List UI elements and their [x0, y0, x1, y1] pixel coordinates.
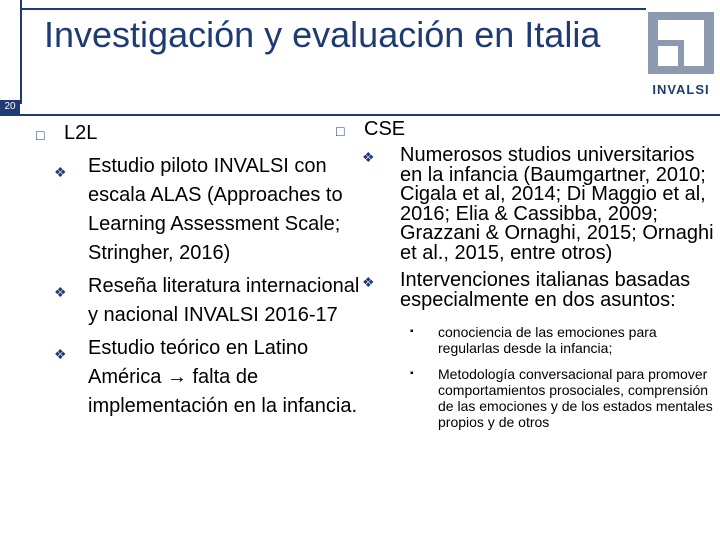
- right-subitem: [336, 366, 720, 430]
- invalsi-logo-text: INVALSI: [652, 82, 710, 97]
- invalsi-logo: [648, 12, 714, 98]
- left-item: [36, 272, 366, 330]
- diamond-bullet-icon: ❖: [54, 164, 67, 180]
- vertical-rule: [20, 0, 22, 104]
- right-column: [336, 118, 720, 430]
- left-heading: [36, 122, 366, 144]
- right-item: [336, 271, 720, 310]
- small-square-bullet-icon: ▪: [410, 368, 414, 379]
- left-item: [36, 334, 366, 421]
- slide-number: 20: [0, 100, 20, 114]
- slide-title: Investigación y evaluación en Italia: [44, 14, 601, 55]
- top-rule: [20, 8, 646, 10]
- right-heading-text: CSE: [364, 118, 406, 140]
- diamond-bullet-icon: ❖: [54, 284, 67, 300]
- left-item-text: Estudio piloto INVALSI con escala ALAS (Approaches to Learning Assessment Scale; Stringher, 2016): [88, 155, 343, 264]
- invalsi-logo-mark: [648, 12, 714, 74]
- left-item: [36, 152, 366, 268]
- small-square-bullet-icon: ▪: [410, 326, 414, 337]
- left-column: [36, 122, 366, 421]
- right-subitem-text: conociencia de las emociones para regularlas desde la infancia;: [438, 324, 657, 356]
- square-bullet-icon: □: [36, 127, 45, 143]
- diamond-bullet-icon: ❖: [362, 149, 375, 165]
- right-subitem-text: Metodología conversacional para promover comportamientos prosociales, comprensión de las emociones y de los estados mentales propios y de otros: [438, 366, 713, 430]
- left-heading-text: L2L: [64, 122, 98, 144]
- title-divider: [0, 114, 720, 116]
- left-item-text: Reseña literatura internacional y nacional INVALSI 2016-17: [88, 275, 360, 326]
- diamond-bullet-icon: ❖: [54, 346, 67, 362]
- right-item-text: Intervenciones italianas basadas especialmente en dos asuntos:: [400, 269, 691, 311]
- right-item-text: Numerosos studios universitarios en la infancia (Baumgartner, 2010; Cigala et al, 2014; Di Maggio et al, 2016; Elia & Cassibba, 2009; Grazzani & Ornaghi, 2015; Ornaghi et al., 2015, entre otros): [400, 144, 714, 264]
- right-heading: [336, 118, 720, 140]
- right-subitem: [336, 324, 720, 356]
- square-bullet-icon: □: [336, 123, 345, 139]
- diamond-bullet-icon: ❖: [362, 274, 375, 290]
- right-item: [336, 146, 720, 263]
- left-item-text: Estudio teórico en Latino América → falta de implementación en la infancia.: [88, 337, 358, 417]
